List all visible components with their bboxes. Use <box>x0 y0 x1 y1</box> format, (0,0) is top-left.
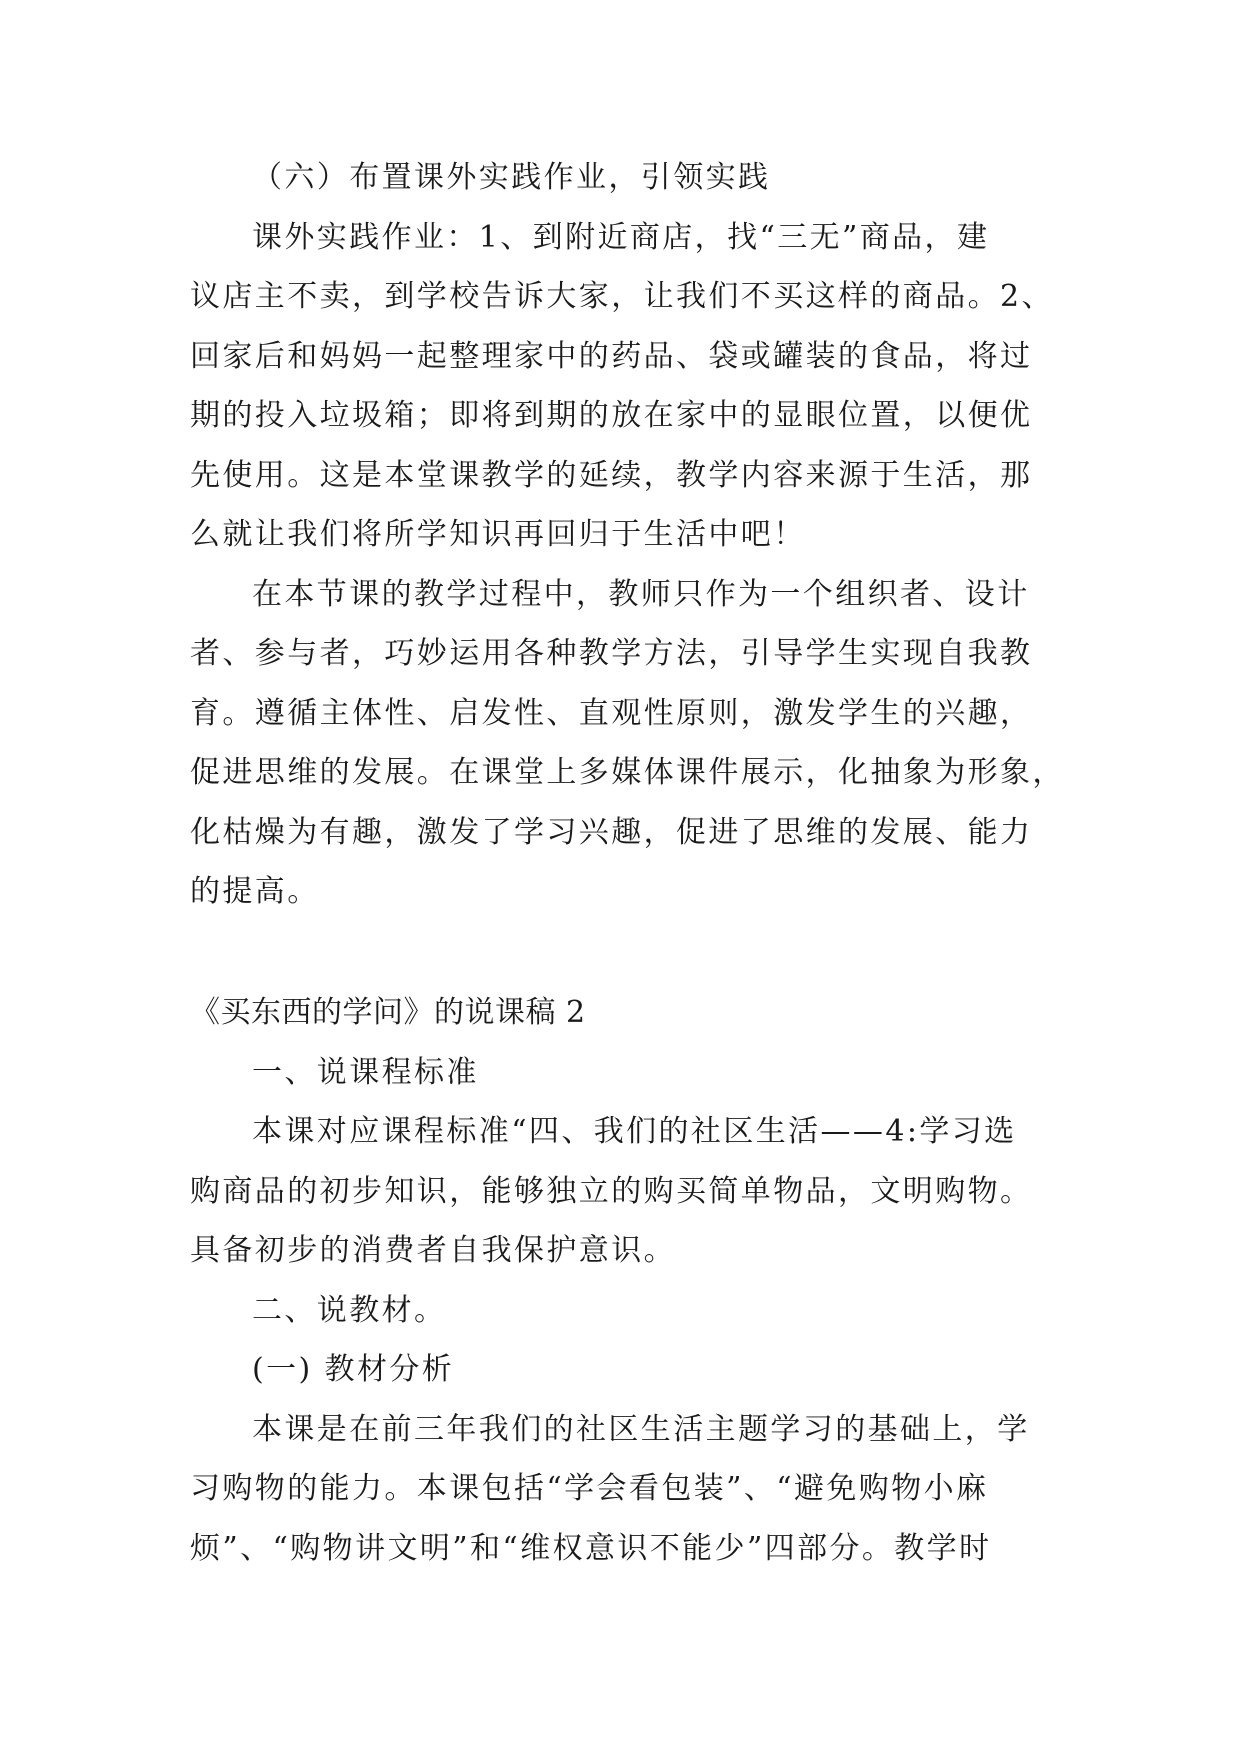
document-title: 《买东西的学问》的说课稿 2 <box>190 995 586 1030</box>
paragraph-line: 者、参与者，巧妙运用各种教学方法，引导学生实现自我教 <box>190 636 1033 671</box>
document-body <box>190 148 1070 922</box>
section-heading: （六）布置课外实践作业，引领实践 <box>252 160 771 195</box>
paragraph-line: 议店主不卖，到学校告诉大家，让我们不买这样的商品。2、 <box>190 279 1054 314</box>
paragraph-line: 本课是在前三年我们的社区生活主题学习的基础上，学 <box>252 1411 1030 1447</box>
paragraph-line: 育。遵循主体性、启发性、直观性原则，激发学生的兴趣， <box>190 695 1033 731</box>
paragraph-line: 的提高。 <box>190 874 320 909</box>
paragraph-line: 购商品的初步知识，能够独立的购买简单物品，文明购物。 <box>190 1173 1033 1209</box>
section-heading: 一、说课程标准 <box>252 1054 479 1090</box>
paragraph-line: 先使用。这是本堂课教学的延续，教学内容来源于生活，那 <box>190 457 1033 493</box>
paragraph-line: 回家后和妈妈一起整理家中的药品、袋或罐装的食品，将过 <box>190 338 1033 374</box>
paragraph-line: 么就让我们将所学知识再回归于生活中吧！ <box>190 517 806 552</box>
document-body-section-2 <box>190 983 1070 1578</box>
paragraph-line: 课外实践作业：1、到附近商店，找“三无”商品，建 <box>252 219 990 255</box>
paragraph-line: 习购物的能力。本课包括“学会看包装”、“避免购物小麻 <box>190 1471 989 1506</box>
section-heading: 二、说教材。 <box>252 1292 447 1328</box>
subsection-heading: (一) 教材分析 <box>252 1352 455 1387</box>
paragraph-line: 具备初步的消费者自我保护意识。 <box>190 1233 676 1268</box>
paragraph-line: 期的投入垃圾箱；即将到期的放在家中的显眼位置，以便优 <box>190 398 1033 433</box>
paragraph-line: 化枯燥为有趣，激发了学习兴趣，促进了思维的发展、能力 <box>190 814 1033 850</box>
paragraph-line: 在本节课的教学过程中，教师只作为一个组织者、设计 <box>252 576 1030 612</box>
paragraph-line: 促进思维的发展。在课堂上多媒体课件展示，化抽象为形象， <box>190 755 1065 790</box>
paragraph-line: 烦”、“购物讲文明”和“维权意识不能少”四部分。教学时 <box>190 1530 992 1566</box>
paragraph-line: 本课对应课程标准“四、我们的社区生活——4:学习选 <box>252 1114 1017 1149</box>
